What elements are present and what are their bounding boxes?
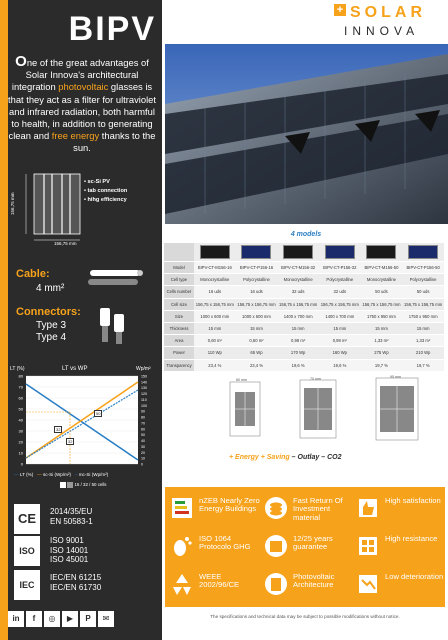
legend-item: • tab connection (84, 188, 128, 194)
spec-cell: BIPV-CT-M156-16 (194, 262, 236, 274)
calendar-icon (263, 533, 289, 559)
intro-highlight-1: photovoltaic (58, 81, 109, 93)
spec-cell: Polycrystalline (402, 274, 444, 286)
chart-title: LT vs WP (62, 366, 88, 372)
right-tick-label: 70 (141, 421, 145, 426)
pinterest-icon[interactable]: P (80, 611, 96, 627)
spec-row (164, 335, 444, 347)
cable-label: Cable: (16, 268, 50, 280)
right-tick-label: 40 (141, 439, 145, 444)
benefit-item (169, 529, 261, 567)
right-tick-label: 150 (141, 374, 147, 379)
benefit-item (263, 529, 355, 567)
spec-cell: BIPV-CT-M156-32 (277, 262, 319, 274)
caption-c2: 32 (83, 482, 88, 488)
logo-line-2: INNOVA (344, 24, 420, 38)
cert-line: IEC/EN 61215 (50, 573, 102, 582)
cert-ce (14, 504, 154, 538)
slogan-energy: + Energy (229, 454, 259, 461)
chart-plot (10, 374, 160, 470)
youtube-icon[interactable]: ▶ (62, 611, 78, 627)
drawing-label-2: 70 mm (310, 377, 321, 381)
ce-badge: CE (14, 504, 40, 534)
legend-lt: LT (%) (19, 472, 34, 477)
energy-label-icon (169, 495, 195, 521)
cell-height-label: 156,75 mm (10, 192, 15, 215)
model-thumbnail (194, 243, 236, 262)
connector-type-3: Type 3 (36, 320, 67, 331)
coins-icon (263, 495, 289, 521)
thumbnail-row (164, 243, 444, 262)
spec-cell: 15 mm (277, 322, 319, 334)
spec-row (164, 262, 444, 274)
caption-c3: 50 (91, 482, 97, 488)
thumbs-up-icon (355, 495, 381, 521)
benefit-item (355, 491, 447, 529)
iec-badge: IEC (14, 570, 40, 600)
email-icon[interactable]: ✉ (98, 611, 114, 627)
left-tick-label: 80 (18, 374, 23, 379)
spec-cell: 156,75 x 156,75 mm (236, 298, 278, 310)
spec-cell: 1750 x 950 mm (402, 310, 444, 322)
spec-cell: 1400 x 700 mm (319, 310, 361, 322)
spec-cell: BIPV-CT-P156-32 (319, 262, 361, 274)
chart-caption: 16 / 32 / 50 cells (60, 482, 107, 488)
model-thumbnail (319, 243, 361, 262)
spec-cell: 170 Wp (277, 347, 319, 359)
instagram-icon[interactable]: ◎ (44, 611, 60, 627)
thumb-header (164, 243, 194, 262)
spec-row-label: Power (164, 347, 194, 359)
benefit-text: High satisfaction (385, 496, 441, 505)
cert-iec (14, 570, 154, 604)
spec-cell: 156,75 x 156,75 mm (194, 298, 236, 310)
spec-cell: 16 uds (194, 286, 236, 298)
cert-line: 2014/35/EU (50, 507, 93, 516)
spec-cell: 65 Wp (236, 347, 278, 359)
footnote: The specifications and technical data may be subject to possible modifications without notice. (210, 614, 400, 619)
spec-row-label: Size (164, 310, 194, 322)
iso-badge: ISO (14, 536, 40, 566)
spec-cell: BIPV-CT-P156-16 (236, 262, 278, 274)
spec-cell: 0,60 m² (194, 335, 236, 347)
cert-text (50, 507, 93, 526)
spec-cell: 160 Wp (319, 347, 361, 359)
spec-cell: 156,75 x 156,75 mm (402, 298, 444, 310)
cert-line: IEC/EN 61730 (50, 582, 102, 592)
spec-row (164, 274, 444, 286)
recycle-icon (169, 571, 195, 597)
benefit-text: Low deterioration (385, 572, 444, 581)
benefit-item (169, 567, 261, 605)
cert-line: ISO 14001 (50, 545, 89, 555)
cert-text (50, 536, 88, 565)
left-tick-label: 10 (18, 450, 23, 456)
connector-icon (90, 304, 134, 348)
intro-part1: ne of the great advantages of Solar Innova's architectural integration (11, 57, 149, 93)
spec-cell: 15 mm (402, 322, 444, 334)
slogan-co2: – CO2 (321, 454, 342, 461)
right-tick-label: 20 (141, 450, 145, 455)
drawing-16 (230, 382, 260, 436)
chart-marker: 32 (56, 427, 61, 432)
window-icon (355, 533, 381, 559)
spec-cell: 1000 x 600 mm (236, 310, 278, 322)
spec-cell: 0,98 m² (277, 335, 319, 347)
benefit-item (169, 491, 261, 529)
left-tick-label: 70 (18, 384, 23, 390)
cable-value: 4 mm² (36, 283, 65, 294)
legend-sc: sc-Si (Wp/m²) (42, 472, 72, 477)
spec-row (164, 310, 444, 322)
right-tick-label: 80 (141, 415, 145, 420)
left-tick-label: 20 (18, 439, 23, 445)
footprint-icon (169, 533, 195, 559)
spec-cell: 32 uds (277, 286, 319, 298)
benefit-text: Photovoltaic Architecture (293, 572, 335, 590)
spec-cell: 23,4 % (236, 359, 278, 371)
legend-mc: mc-Si (Wp/m²) (78, 472, 109, 477)
accent-stripe (0, 0, 8, 640)
cert-line: EN 50583-1 (50, 516, 93, 526)
spec-row-label: Cells number (164, 286, 194, 298)
benefits-panel (165, 487, 445, 607)
logo-plus: + (334, 4, 346, 16)
spec-cell: 50 uds (361, 286, 403, 298)
facebook-icon[interactable]: f (26, 611, 42, 627)
spec-cell: BIPV-CT-M156-50 (361, 262, 403, 274)
linkedin-icon[interactable]: in (8, 611, 24, 627)
spec-cell: 32 uds (319, 286, 361, 298)
right-tick-label: 30 (141, 444, 145, 449)
right-tick-label: 130 (141, 386, 147, 391)
drawing-50 (376, 378, 418, 440)
spec-cell: 1750 x 950 mm (361, 310, 403, 322)
panel-drawings (196, 376, 446, 446)
page-title: BIPV (68, 10, 156, 48)
logo-line-1: SOLAR (350, 4, 426, 21)
models-heading: 4 models (290, 231, 322, 238)
spec-cell: 16 uds (236, 286, 278, 298)
left-tick-label: 50 (18, 406, 23, 412)
left-tick-label: 0 (20, 461, 23, 467)
caption-unit: cells (97, 482, 107, 488)
cert-line: ISO 9001 (50, 536, 84, 545)
right-tick-label: 110 (141, 397, 147, 402)
right-tick-label: 140 (141, 380, 147, 385)
right-tick-label: 0 (141, 462, 143, 467)
spec-row (164, 298, 444, 310)
caption-c1: 16 (74, 482, 80, 488)
spec-cell: Monocrystalline (277, 274, 319, 286)
spec-cell: 15 mm (319, 322, 361, 334)
benefit-text: High resistance (385, 534, 438, 543)
cert-text (50, 573, 101, 592)
spec-cell: 156,75 x 156,75 mm (361, 298, 403, 310)
benefit-text: nZEB Nearly Zero Energy Buildings (199, 496, 260, 514)
right-tick-label: 10 (141, 456, 145, 461)
spec-cell: 1,33 m² (361, 335, 403, 347)
building-icon (263, 571, 289, 597)
benefit-item (263, 491, 355, 529)
spec-cell: 210 Wp (402, 347, 444, 359)
cable-icon (86, 266, 146, 290)
right-tick-label: 100 (141, 403, 147, 408)
brand-logo (334, 0, 442, 44)
spec-row-label: Area (164, 335, 194, 347)
benefit-text: Fast Return Of Investment material (293, 496, 343, 522)
spec-row (164, 322, 444, 334)
spec-cell: Polycrystalline (319, 274, 361, 286)
building-photo (165, 44, 448, 224)
spec-cell: 15 mm (236, 322, 278, 334)
slogan-saving: + Saving (260, 454, 290, 461)
spec-row-label: Transparency (164, 359, 194, 371)
benefit-text: WEEE 2002/96/CE (199, 572, 240, 590)
lt-vs-wp-chart (10, 366, 160, 496)
spec-cell: 275 Wp (361, 347, 403, 359)
legend-item: • hihg efficiency (84, 197, 127, 203)
intro-part3: thanks to the sun. (73, 130, 156, 154)
spec-cell: 19,7 % (361, 359, 403, 371)
spec-cell: 15 mm (361, 322, 403, 334)
chart-left-axis-label: LT (%) (10, 366, 25, 372)
spec-cell: 23,4 % (194, 359, 236, 371)
drawing-32 (300, 380, 336, 438)
model-thumbnail (236, 243, 278, 262)
drawing-label-1: 60 mm (236, 378, 247, 382)
spec-cell: BIPV-CT-P156-50 (402, 262, 444, 274)
benefit-item (355, 567, 447, 605)
spec-row-label: Model (164, 262, 194, 274)
spec-cell: 110 Wp (194, 347, 236, 359)
legend-item: • sc-Si PV (84, 179, 110, 185)
spec-row (164, 347, 444, 359)
cert-line: ISO 45001 (50, 555, 89, 564)
drawing-label-3: 95 mm (390, 375, 401, 379)
model-thumbnail (277, 243, 319, 262)
spec-row (164, 286, 444, 298)
spec-cell: 156,75 x 156,75 mm (319, 298, 361, 310)
slogan-outlay: – Outlay (291, 454, 320, 461)
left-tick-label: 60 (18, 395, 23, 401)
spec-cell: 1,33 m² (402, 335, 444, 347)
right-tick-label: 50 (141, 433, 145, 438)
spec-row-label: Cell type (164, 274, 194, 286)
chart-marker: 50 (96, 411, 101, 416)
spec-cell: Monocrystalline (361, 274, 403, 286)
spec-cell: Polycrystalline (236, 274, 278, 286)
right-tick-label: 90 (141, 409, 145, 414)
spec-cell: 19,6 % (319, 359, 361, 371)
intro-part2: glasses is that they act as a filter for ultraviolet and infrared radiation, both harmful to health, in addition to generating clean and (8, 81, 156, 142)
spec-cell: 0,98 m² (319, 335, 361, 347)
right-tick-label: 120 (141, 392, 147, 397)
cert-iso (14, 536, 154, 570)
spec-row-label: Cell size (164, 298, 194, 310)
chart-legend: — LT (%) — sc-Si (Wp/m²) – mc-Si (Wp/m²) (14, 472, 109, 477)
intro-initial: O (15, 53, 27, 70)
model-thumbnail (361, 243, 403, 262)
intro-highlight-2: free energy (51, 130, 100, 142)
chart-marker: 32 (68, 439, 73, 444)
social-links (8, 608, 156, 624)
benefit-item (355, 529, 447, 567)
slogan (229, 454, 341, 461)
left-panel (0, 0, 162, 640)
spec-cell: 19,7 % (402, 359, 444, 371)
spec-cell: 156,75 x 156,75 mm (277, 298, 319, 310)
left-tick-label: 40 (18, 417, 23, 423)
model-thumbnail (402, 243, 444, 262)
spec-cell: Monocrystalline (194, 274, 236, 286)
spec-row (164, 359, 444, 371)
trend-down-icon (355, 571, 381, 597)
connectors-label: Connectors: (16, 306, 81, 318)
spec-row-label: Thickness (164, 322, 194, 334)
connector-type-4: Type 4 (36, 332, 67, 343)
intro-text (8, 53, 156, 155)
right-tick-label: 60 (141, 427, 145, 432)
left-tick-label: 30 (18, 428, 23, 434)
spec-cell: 0,60 m² (236, 335, 278, 347)
cell-width-label: 156,75 mm (54, 241, 77, 246)
models-spec-table (164, 243, 444, 372)
benefit-item (263, 567, 355, 605)
chart-right-axis-label: Wp/m² (136, 366, 151, 372)
benefit-text: 12/25 years guarantee (293, 534, 333, 552)
spec-cell: 1400 x 700 mm (277, 310, 319, 322)
spec-cell: 50 uds (402, 286, 444, 298)
spec-cell: 1000 x 600 mm (194, 310, 236, 322)
benefit-text: ISO 1064 Protocolo GHG (199, 534, 251, 552)
spec-cell: 19,6 % (277, 359, 319, 371)
cell-legend (84, 178, 127, 205)
spec-cell: 15 mm (194, 322, 236, 334)
